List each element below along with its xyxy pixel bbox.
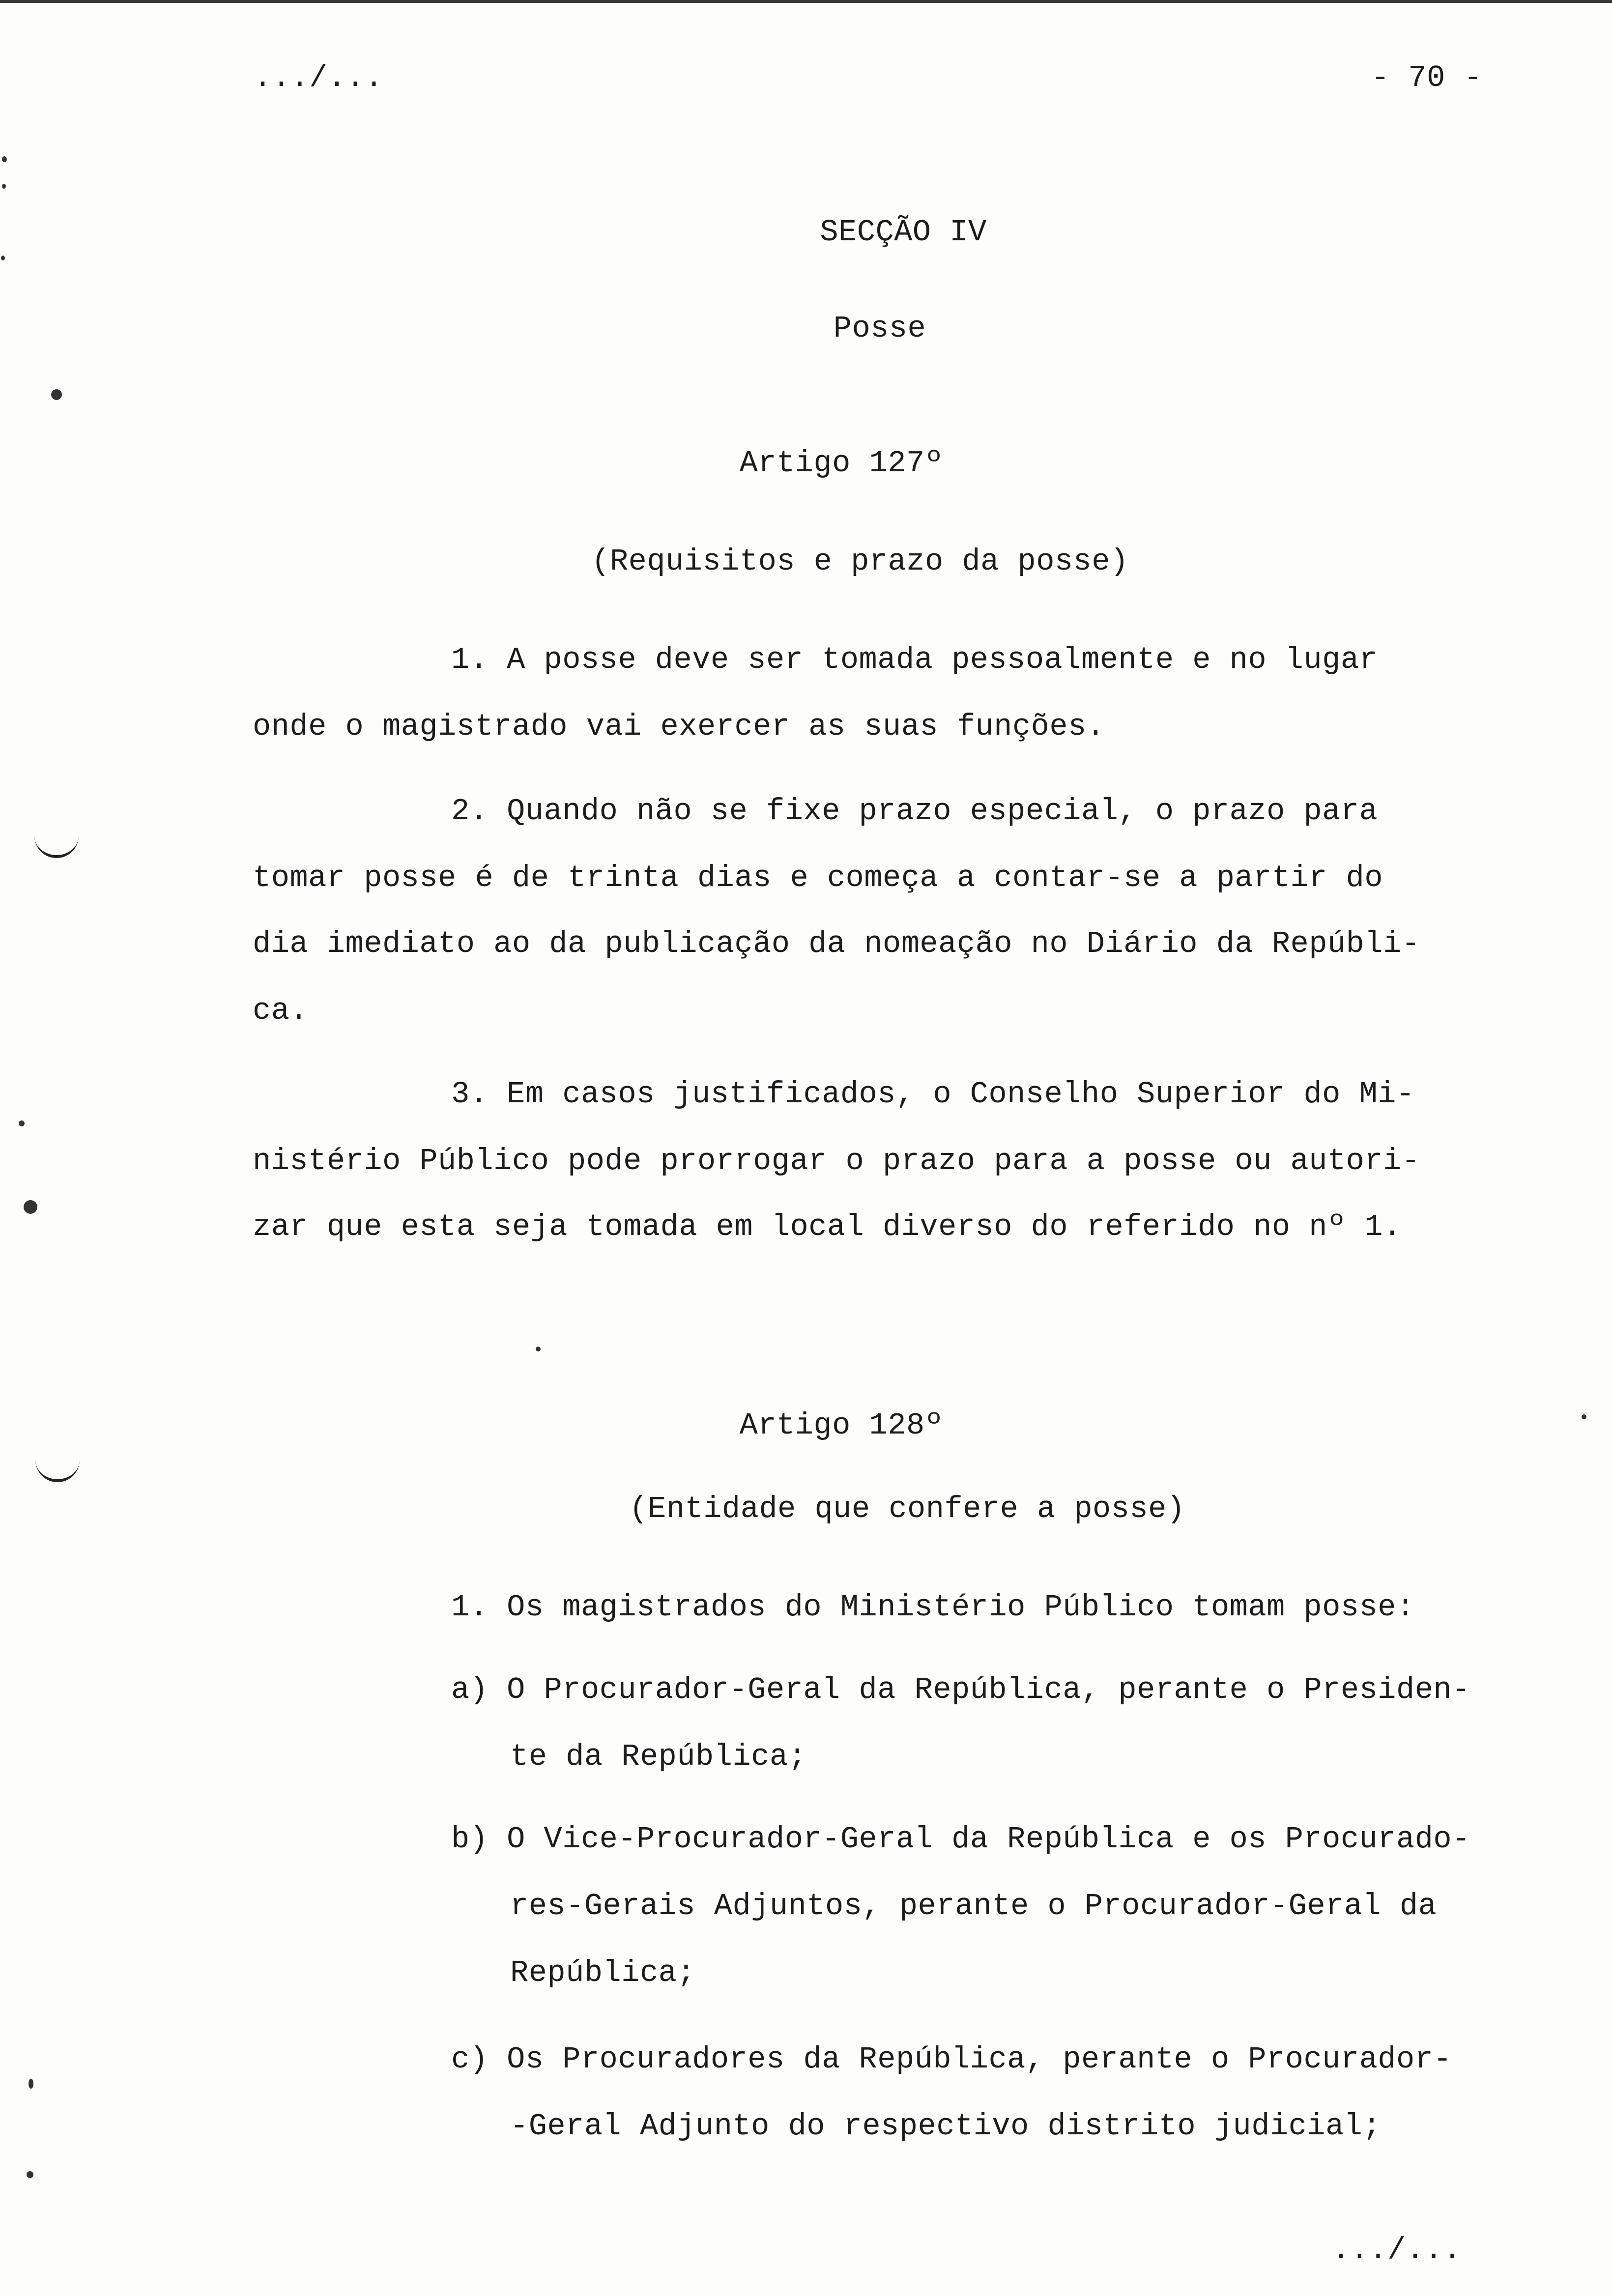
scan-mark-arc bbox=[34, 835, 79, 858]
continuation-marker-top: .../... bbox=[254, 60, 383, 95]
article-127-paragraph-2-line-2: tomar posse é de trinta dias e começa a contar-se a partir do bbox=[253, 861, 1383, 895]
scan-speck bbox=[27, 2171, 33, 2178]
article-127-paragraph-2-line-3: dia imediato ao da publicação da nomeação no Diário da Repúbli- bbox=[253, 926, 1420, 961]
article-127-paragraph-3-line-3: zar que esta seja tomada em local diverso do referido no nº 1. bbox=[253, 1209, 1402, 1244]
article-128-item-c-line-1: c) Os Procuradores da República, perante o Procurador- bbox=[451, 2042, 1452, 2077]
article-128-item-b-line-2: res-Gerais Adjuntos, perante o Procurador-Geral da bbox=[510, 1889, 1437, 1923]
page-number: - 70 - bbox=[1371, 60, 1483, 95]
article-127-paragraph-2-line-4: ca. bbox=[253, 993, 309, 1028]
scan-speck bbox=[2, 184, 6, 189]
article-128-caption: (Entidade que confere a posse) bbox=[629, 1492, 1185, 1526]
article-128-item-b-line-1: b) O Vice-Procurador-Geral da República e os Procurado- bbox=[451, 1822, 1470, 1857]
scan-speck bbox=[19, 1120, 25, 1126]
article-127-heading: Artigo 127º bbox=[739, 446, 944, 481]
article-128-item-c-line-2: -Geral Adjunto do respectivo distrito judicial; bbox=[510, 2109, 1382, 2144]
article-128-item-b-line-3: República; bbox=[510, 1955, 696, 1990]
article-127-paragraph-1-line-2: onde o magistrado vai exercer as suas funções. bbox=[253, 709, 1105, 744]
scan-speck bbox=[24, 1200, 37, 1214]
scan-speck bbox=[536, 1347, 541, 1351]
scan-mark-arc bbox=[35, 1460, 80, 1482]
article-127-paragraph-1-line-1: 1. A posse deve ser tomada pessoalmente e no lugar bbox=[451, 642, 1378, 677]
scan-speck bbox=[1582, 1414, 1586, 1419]
article-127-paragraph-2-line-1: 2. Quando não se fixe prazo especial, o prazo para bbox=[451, 794, 1378, 829]
article-127-caption: (Requisitos e prazo da posse) bbox=[591, 544, 1129, 579]
section-title: SECÇÃO IV bbox=[820, 215, 987, 250]
continuation-marker-bottom: .../... bbox=[1332, 2233, 1462, 2267]
article-127-paragraph-3-line-2: nistério Público pode prorrogar o prazo para a posse ou autori- bbox=[253, 1144, 1420, 1178]
article-128-item-a-line-2: te da República; bbox=[510, 1739, 807, 1774]
scan-speck bbox=[51, 389, 62, 400]
top-border-rule bbox=[0, 0, 1612, 3]
article-128-heading: Artigo 128º bbox=[739, 1408, 944, 1443]
section-subtitle: Posse bbox=[833, 311, 926, 346]
article-128-item-a-line-1: a) O Procurador-Geral da República, perante o Presiden- bbox=[451, 1672, 1470, 1707]
scan-speck bbox=[2, 156, 7, 162]
scan-speck bbox=[1, 256, 5, 260]
scan-speck bbox=[29, 2079, 33, 2089]
article-127-paragraph-3-line-1: 3. Em casos justificados, o Conselho Superior do Mi- bbox=[451, 1077, 1415, 1112]
article-128-intro: 1. Os magistrados do Ministério Público tomam posse: bbox=[451, 1590, 1415, 1625]
